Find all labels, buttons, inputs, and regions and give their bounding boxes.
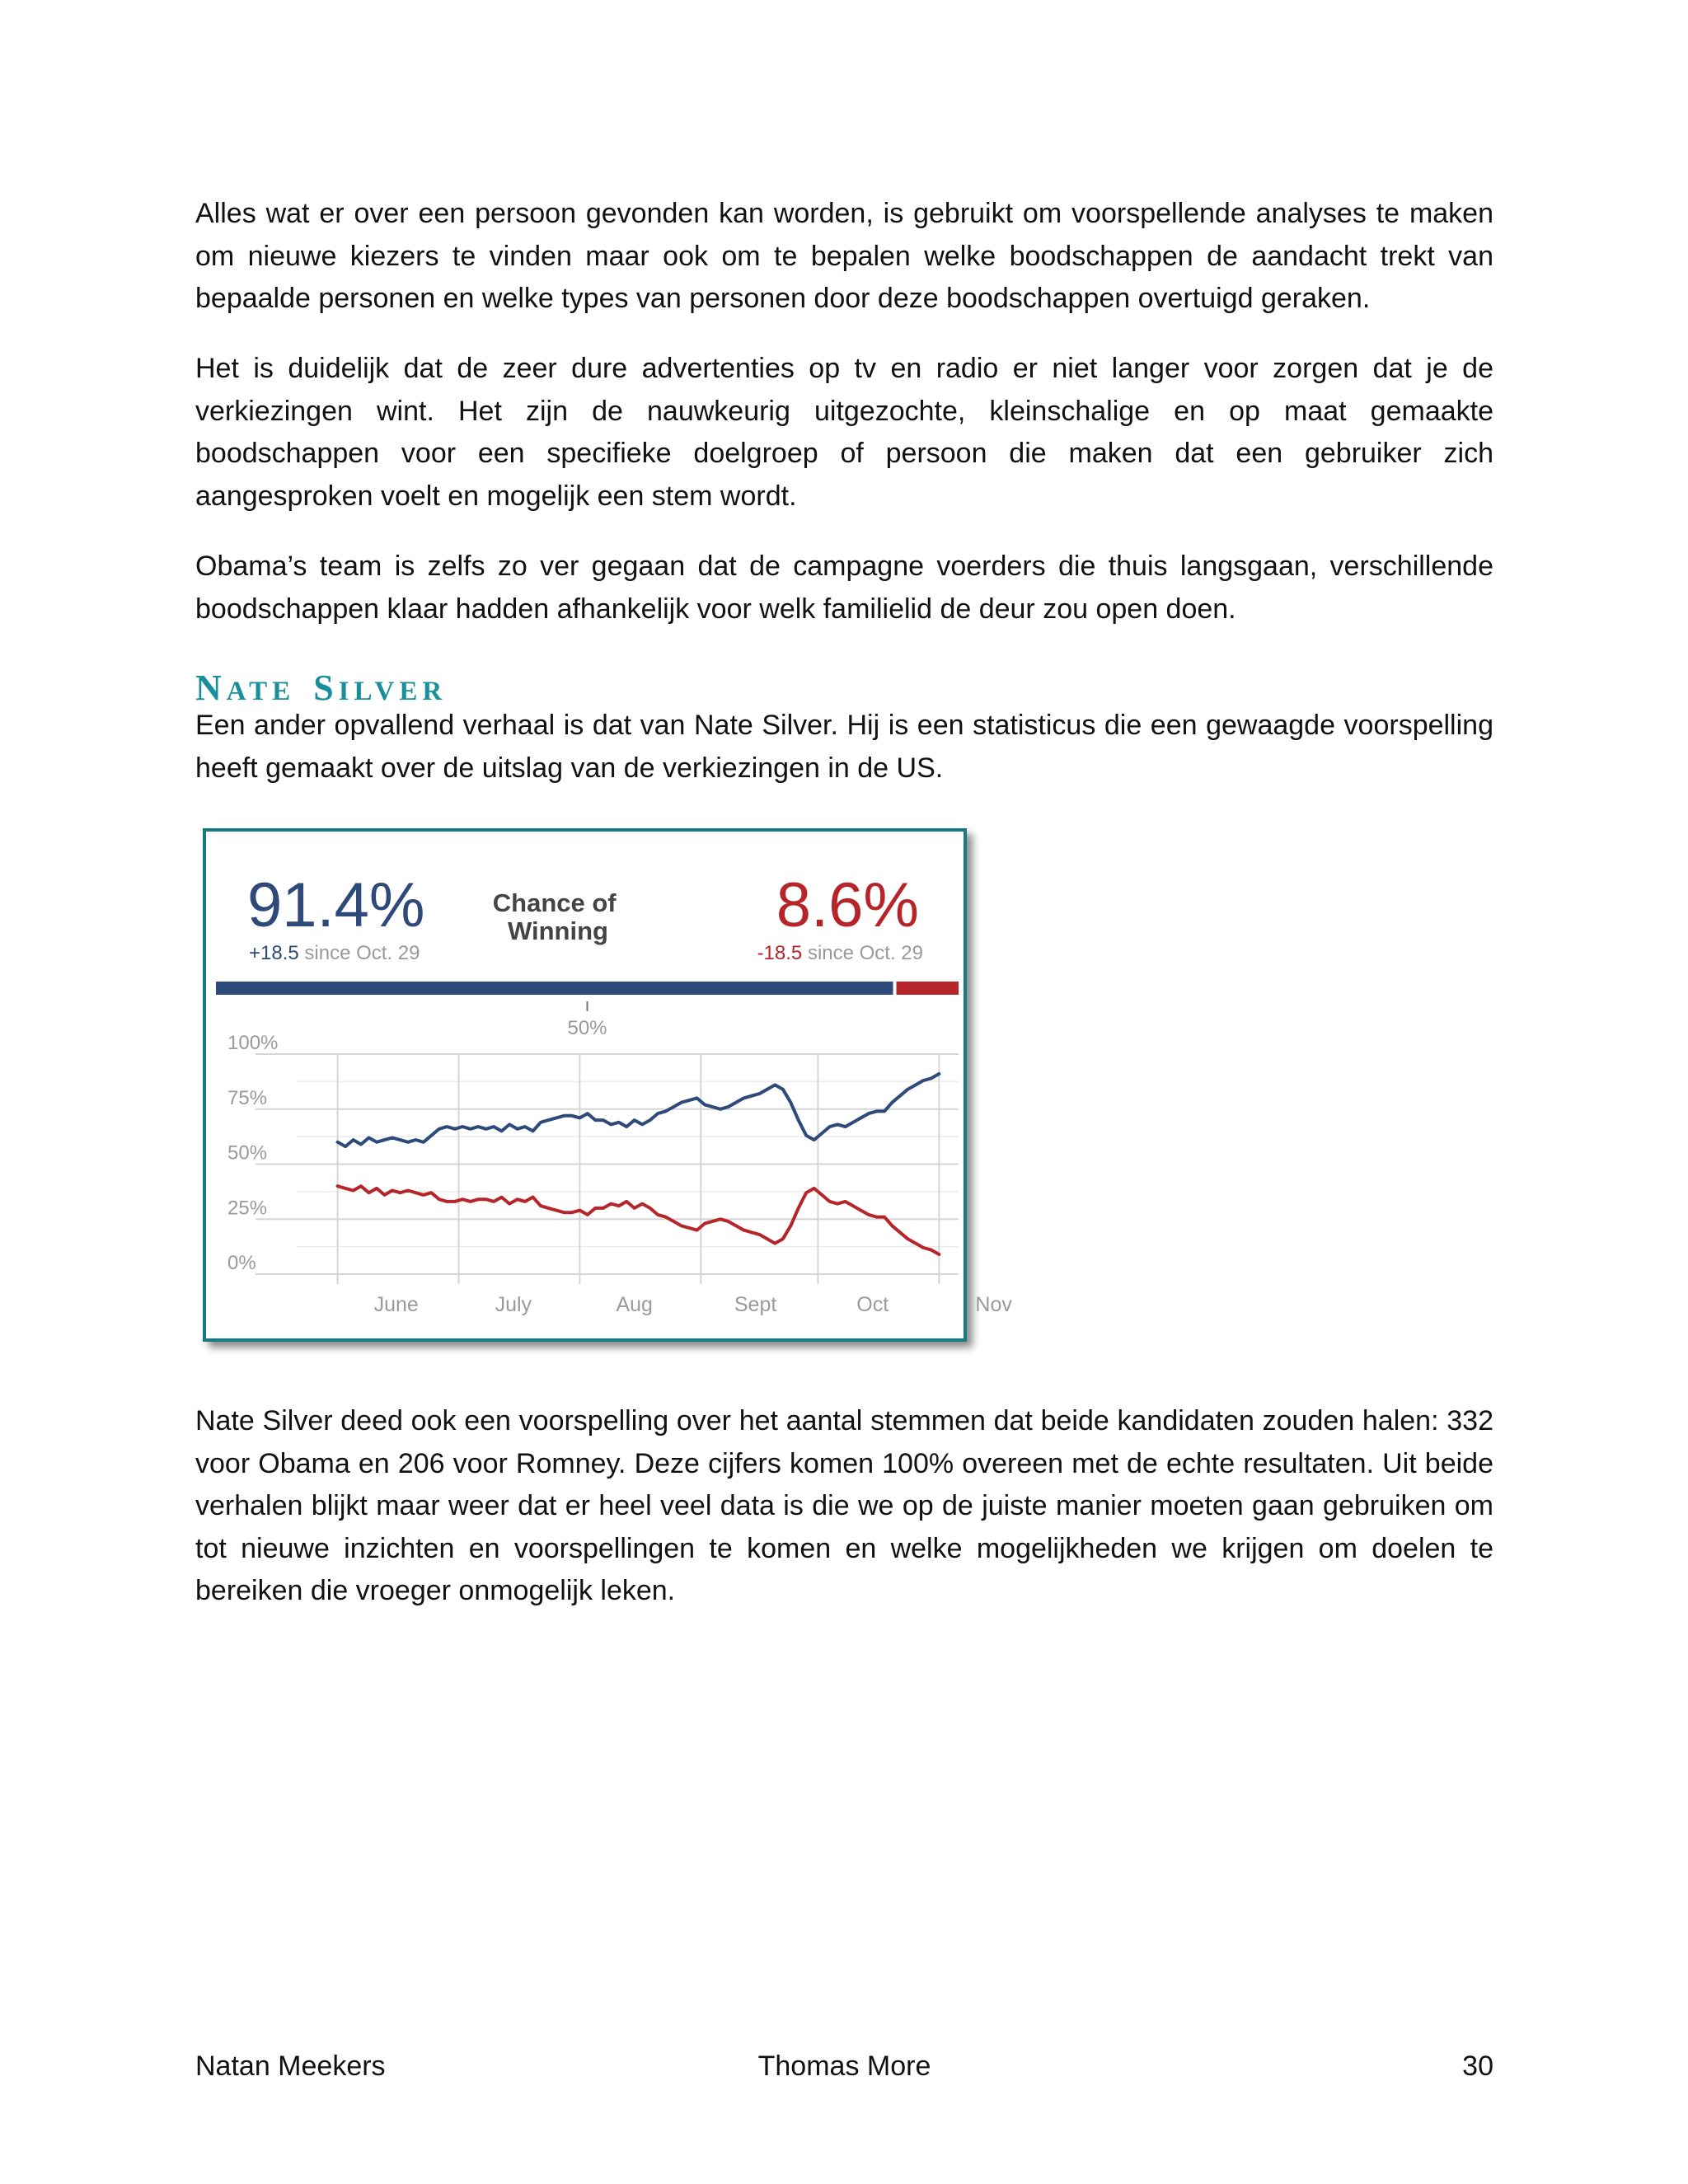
footer-page-number: 30 — [1462, 2050, 1493, 2082]
x-tick-label: Aug — [616, 1293, 653, 1316]
romney-series-line — [338, 1186, 940, 1254]
chart-title-line-2: Winning — [508, 916, 608, 945]
footer-institution: Thomas More — [757, 2050, 931, 2082]
romney-change-text: since Oct. 29 — [807, 942, 923, 964]
y-tick-label: 0% — [227, 1252, 256, 1274]
x-tick-label: Nov — [975, 1293, 1012, 1316]
chart-grid — [256, 1054, 959, 1284]
romney-probability: 8.6% — [776, 870, 919, 940]
paragraph-2: Het is duidelijk dat de zeer dure advertenties op tv en radio er niet langer voor zorgen dat je de verkiezingen wint. Het zijn de nauwkeurig uitgezochte, kleinschalige en op maat gemaakte boodschappen voor een specifieke doelgroep of persoon die maken dat een gebruiker zich aangesproken voelt en mogelijk een stem wordt. — [195, 353, 1493, 512]
obama-change-value: +18.5 — [249, 942, 299, 964]
section-heading — [195, 670, 447, 706]
x-tick-label: July — [495, 1293, 532, 1316]
midpoint-label: 50% — [567, 1017, 607, 1039]
intro-paragraph: Een ander opvallend verhaal is dat van Nate Silver. Hij is een statisticus die een gewaagde voorspelling heeft gemaakt over de uitslag van de verkiezingen in de US. — [195, 710, 1493, 784]
x-tick-label: June — [373, 1293, 419, 1316]
x-tick-label: Sept — [734, 1293, 777, 1316]
heading-word1-initial: N — [195, 668, 227, 708]
heading-word1-rest: ATE — [226, 677, 296, 706]
y-tick-label: 25% — [227, 1197, 268, 1220]
obama-change-text: since Oct. 29 — [304, 942, 420, 964]
heading-word2-rest: ILVER — [338, 677, 448, 706]
y-tick-label: 100% — [227, 1032, 279, 1054]
romney-change — [757, 942, 923, 964]
chart-canvas — [206, 832, 1012, 1338]
x-tick-label: Oct — [856, 1293, 889, 1316]
obama-probability: 91.4% — [247, 870, 425, 940]
y-tick-label: 75% — [227, 1086, 268, 1109]
paragraph-3: Obama’s team is zelfs zo ver gegaan dat de campagne voerders die thuis langsgaan, verschillende boodschappen klaar hadden afhankelijk voor welk familielid de deur zou open doen. — [195, 551, 1493, 625]
chart-title — [493, 888, 623, 945]
paragraph-1: Alles wat er over een persoon gevonden kan worden, is gebruikt om voorspellende analyses te maken om nieuwe kiezers te vinden maar ook om te bepalen welke boodschappen de aandacht trekt van bepaalde personen en welke types van personen door deze boodschappen overtuigd geraken. — [195, 198, 1493, 314]
obama-series-line — [338, 1074, 940, 1146]
y-tick-label: 50% — [227, 1141, 268, 1165]
chart-title-line-1: Chance of — [492, 888, 617, 917]
election-forecast-chart — [203, 828, 1012, 1342]
romney-change-value: -18.5 — [757, 942, 803, 964]
obama-change — [249, 942, 420, 964]
obama-probability-bar — [216, 982, 893, 995]
footer-author: Natan Meekers — [195, 2050, 386, 2082]
heading-word2-initial: S — [313, 668, 339, 708]
closing-paragraph: Nate Silver deed ook een voorspelling over het aantal stemmen dat beide kandidaten zouden halen: 332 voor Obama en 206 voor Romney. Deze cijfers komen 100% overeen met de echte resultaten. Uit beide verhalen blijkt maar weer dat er heel veel data is die we op de juiste manier moeten gaan gebruiken om tot nieuwe inzichten en voorspellingen te komen en welke mogelijkheden we krijgen om doelen te bereiken die vroeger onmogelijk leken. — [195, 1405, 1493, 1606]
romney-probability-bar — [897, 982, 959, 995]
